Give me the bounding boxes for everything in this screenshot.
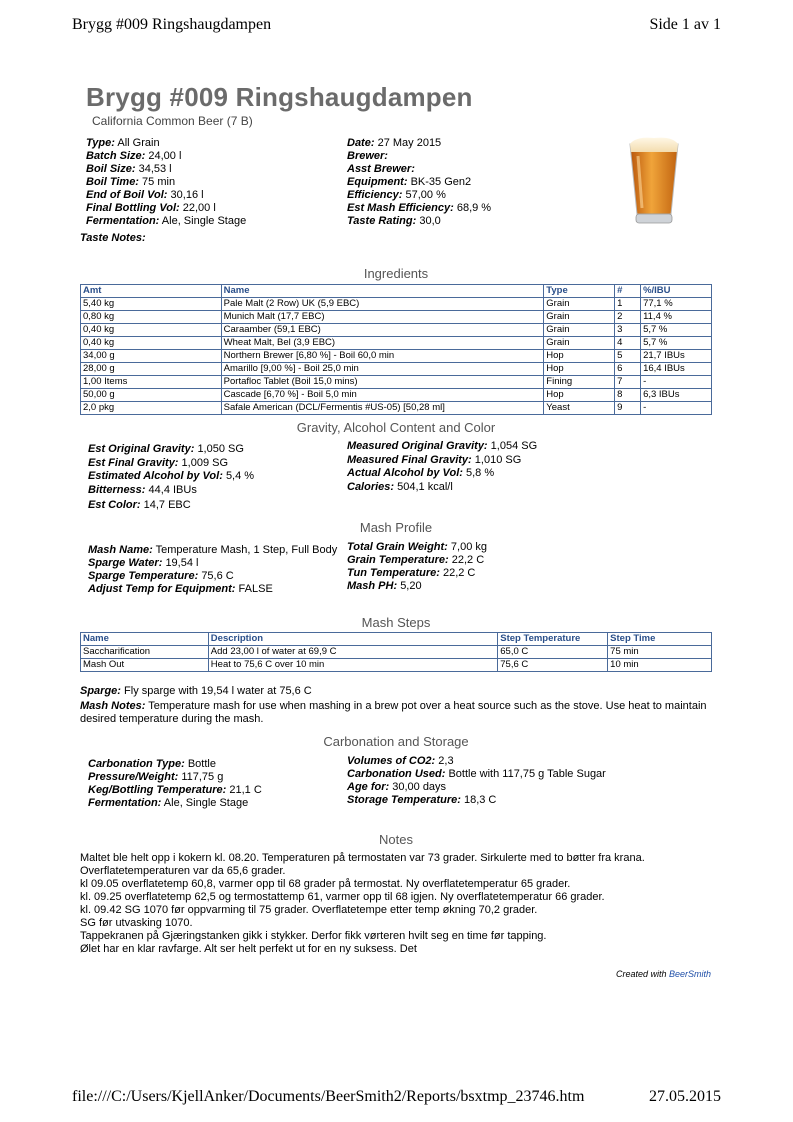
- info-type: Type: All Grain: [86, 137, 160, 149]
- cell: Portafloc Tablet (Boil 15,0 mins): [221, 376, 544, 389]
- info-fermentation: Fermentation: Ale, Single Stage: [86, 215, 247, 227]
- cell: 75,6 C: [498, 659, 608, 672]
- total-grain-weight: Total Grain Weight: 7,00 kg: [347, 541, 487, 553]
- carbonation-fermentation: Fermentation: Ale, Single Stage: [88, 797, 249, 809]
- carbonation-type: Carbonation Type: Bottle: [88, 758, 216, 770]
- mash-notes: Mash Notes: Temperature mash for use when mashing in a brew pot over a heat source such as the stove. Use heat to maintain desired temperature during the mash.: [80, 700, 707, 725]
- cell: 8: [615, 389, 641, 402]
- notes-title: Notes: [379, 832, 413, 847]
- mash-profile-left: [88, 544, 338, 596]
- cell: 5,7 %: [641, 337, 712, 350]
- ingredients-title: Ingredients: [363, 266, 429, 281]
- cell: Saccharification: [81, 646, 209, 659]
- sparge-line: Sparge: Fly sparge with 19,54 l water at 75,6 C: [80, 685, 312, 697]
- gravity-left: [88, 443, 338, 513]
- cell: Hop: [544, 363, 615, 376]
- table-row: [81, 363, 712, 376]
- table-row: [81, 659, 712, 672]
- cell: Add 23,00 l of water at 69,9 C: [208, 646, 497, 659]
- table-row: [81, 646, 712, 659]
- bitterness: Bitterness: 44,4 IBUs: [88, 483, 197, 496]
- cell: 0,80 kg: [81, 311, 222, 324]
- cell: Pale Malt (2 Row) UK (5,9 EBC): [221, 298, 544, 311]
- cell: 28,00 g: [81, 363, 222, 376]
- notes-line: kl. 09.42 SG 1070 før oppvarming til 75 grader. Overflatetempe etter temp økning 70,2 grader.: [80, 904, 538, 916]
- mash-profile-right: [347, 541, 647, 593]
- notes-line: kl 09.05 overflatetemp 60,8, varmer opp til 68 grader på termostat. Ny overflatetemperatur 65 grader.: [80, 878, 571, 890]
- notes-line: Maltet ble helt opp i kokern kl. 08.20. Temperaturen på termostaten var 73 grader. Sirkulerte med to bøtter fra krana.: [80, 852, 645, 864]
- cell: 65,0 C: [498, 646, 608, 659]
- grain-temperature: Grain Temperature: 22,2 C: [347, 554, 485, 566]
- cell: 1,00 Items: [81, 376, 222, 389]
- col-header-step-temperature: Step Temperature: [498, 633, 608, 646]
- mash-profile-title: Mash Profile: [359, 520, 433, 535]
- col-header-pct-ibu: %/IBU: [641, 285, 712, 298]
- recipe-title: Brygg #009 Ringshaugdampen: [86, 82, 473, 112]
- info-equipment: Equipment: BK-35 Gen2: [347, 176, 472, 188]
- info-taste-rating: Taste Rating: 30,0: [347, 215, 441, 227]
- cell: 6: [615, 363, 641, 376]
- print-footer-url: file:///C:/Users/KjellAnker/Documents/BeerSmith2/Reports/bsxtmp_23746.htm: [72, 1088, 585, 1105]
- ingredients-header-row: [81, 285, 712, 298]
- table-row: [81, 389, 712, 402]
- cell: Grain: [544, 311, 615, 324]
- cell: -: [641, 376, 712, 389]
- est-abv: Estimated Alcohol by Vol: 5,4 %: [88, 470, 255, 482]
- cell: -: [641, 402, 712, 415]
- sparge-temperature: Sparge Temperature: 75,6 C: [88, 570, 234, 582]
- cell: 21,7 IBUs: [641, 350, 712, 363]
- cell: 75 min: [608, 646, 712, 659]
- mash-ph: Mash PH: 5,20: [347, 580, 422, 592]
- keg-bottling-temperature: Keg/Bottling Temperature: 21,1 C: [88, 784, 262, 796]
- col-header-type: Type: [544, 285, 615, 298]
- mash-name: Mash Name: Temperature Mash, 1 Step, Full Body: [88, 544, 338, 556]
- info-boil-time: Boil Time: 75 min: [86, 176, 176, 188]
- table-row: [81, 311, 712, 324]
- tun-temperature: Tun Temperature: 22,2 C: [347, 567, 476, 579]
- recipe-style: California Common Beer (7 B): [92, 114, 253, 128]
- cell: 5,40 kg: [81, 298, 222, 311]
- mash-steps-title: Mash Steps: [361, 615, 431, 630]
- cell: 50,00 g: [81, 389, 222, 402]
- cell: Amarillo [9,00 %] - Boil 25,0 min: [221, 363, 544, 376]
- col-header-description: Description: [208, 633, 497, 646]
- info-boil-size: Boil Size: 34,53 l: [86, 163, 172, 175]
- cell: 1: [615, 298, 641, 311]
- notes-line: kl. 09.25 overflatetemp 62,5 og termostattemp 61, varmer opp til 68 igjen. Ny overflatetemperatur 66 grader.: [80, 891, 605, 903]
- table-row: [81, 324, 712, 337]
- table-row: [81, 402, 712, 415]
- cell: 2,0 pkg: [81, 402, 222, 415]
- cell: Cascade [6,70 %] - Boil 5,0 min: [221, 389, 544, 402]
- adjust-temp-equipment: Adjust Temp for Equipment: FALSE: [88, 583, 273, 595]
- calories: Calories: 504,1 kcal/l: [347, 480, 453, 493]
- gravity-right: [347, 440, 677, 494]
- cell: Safale American (DCL/Fermentis #US-05) [50,28 ml]: [221, 402, 544, 415]
- cell: 3: [615, 324, 641, 337]
- cell: 10 min: [608, 659, 712, 672]
- cell: 2: [615, 311, 641, 324]
- mash-steps-header-row: [81, 633, 712, 646]
- pressure-weight: Pressure/Weight: 117,75 g: [88, 771, 224, 783]
- col-header-step-time: Step Time: [608, 633, 712, 646]
- created-with: Created with BeerSmith: [616, 969, 712, 979]
- est-fg: Est Final Gravity: 1,009 SG: [88, 456, 229, 469]
- print-header-page: Side 1 av 1: [649, 16, 721, 33]
- volumes-co2: Volumes of CO2: 2,3: [347, 755, 454, 767]
- info-right: [347, 137, 597, 228]
- info-final-bottling-vol: Final Bottling Vol: 22,00 l: [86, 202, 216, 214]
- cell: 0,40 kg: [81, 324, 222, 337]
- info-left: [86, 137, 336, 228]
- carbonation-right: [347, 755, 606, 807]
- info-batch-size: Batch Size: 24,00 l: [86, 150, 182, 162]
- carbonation-used: Carbonation Used: Bottle with 117,75 g Table Sugar: [347, 768, 606, 780]
- col-header-name: Name: [221, 285, 544, 298]
- cell: 7: [615, 376, 641, 389]
- table-row: [81, 337, 712, 350]
- cell: Caraamber (59,1 EBC): [221, 324, 544, 337]
- info-asst-brewer: Asst Brewer:: [347, 163, 415, 175]
- info-efficiency: Efficiency: 57,00 %: [347, 189, 446, 201]
- table-row: [81, 298, 712, 311]
- cell: 5,7 %: [641, 324, 712, 337]
- cell: 5: [615, 350, 641, 363]
- info-end-of-boil-vol: End of Boil Vol: 30,16 l: [86, 189, 204, 201]
- measured-fg: Measured Final Gravity: 1,010 SG: [347, 453, 522, 466]
- measured-og: Measured Original Gravity: 1,054 SG: [347, 440, 538, 452]
- info-date: Date: 27 May 2015: [347, 137, 442, 149]
- taste-notes: Taste Notes:: [80, 232, 146, 244]
- cell: Fining: [544, 376, 615, 389]
- cell: 77,1 %: [641, 298, 712, 311]
- cell: Northern Brewer [6,80 %] - Boil 60,0 min: [221, 350, 544, 363]
- print-footer-date: 27.05.2015: [649, 1088, 721, 1105]
- cell: 11,4 %: [641, 311, 712, 324]
- cell: Grain: [544, 337, 615, 350]
- notes-line: Ølet har en klar ravfarge. Alt ser helt perfekt ut for en ny suksess. Det: [80, 943, 417, 955]
- sparge-water: Sparge Water: 19,54 l: [88, 557, 199, 569]
- cell: Hop: [544, 389, 615, 402]
- actual-abv: Actual Alcohol by Vol: 5,8 %: [347, 467, 495, 479]
- notes-body: [80, 852, 712, 956]
- cell: 6,3 IBUs: [641, 389, 712, 402]
- col-header-step-name: Name: [81, 633, 209, 646]
- beer-glass-icon: [626, 134, 682, 228]
- carbonation-left: [88, 758, 338, 810]
- notes-line: Overflatetemperaturen var da 65,6 grader.: [80, 865, 286, 877]
- cell: 4: [615, 337, 641, 350]
- age-for: Age for: 30,00 days: [347, 781, 447, 793]
- notes-line: Tappekranen på Gjæringstanken gikk i stykker. Derfor fikk vørteren hvilt seg en time før tapping.: [80, 930, 547, 942]
- cell: Heat to 75,6 C over 10 min: [208, 659, 497, 672]
- est-color: Est Color: 14,7 EBC: [88, 499, 191, 511]
- table-row: [81, 376, 712, 389]
- cell: Grain: [544, 298, 615, 311]
- cell: 0,40 kg: [81, 337, 222, 350]
- cell: Munich Malt (17,7 EBC): [221, 311, 544, 324]
- mash-steps-table: [80, 632, 712, 672]
- cell: Hop: [544, 350, 615, 363]
- cell: Wheat Malt, Bel (3,9 EBC): [221, 337, 544, 350]
- table-row: [81, 350, 712, 363]
- carbonation-title: Carbonation and Storage: [323, 734, 469, 749]
- storage-temperature: Storage Temperature: 18,3 C: [347, 794, 497, 806]
- beersmith-link[interactable]: BeerSmith: [669, 969, 712, 979]
- cell: 34,00 g: [81, 350, 222, 363]
- col-header-amt: Amt: [81, 285, 222, 298]
- cell: 16,4 IBUs: [641, 363, 712, 376]
- print-header-title: Brygg #009 Ringshaugdampen: [72, 16, 272, 33]
- ingredients-table: [80, 284, 712, 415]
- info-brewer: Brewer:: [347, 150, 388, 162]
- cell: 9: [615, 402, 641, 415]
- col-header-number: #: [615, 285, 641, 298]
- cell: Yeast: [544, 402, 615, 415]
- est-og: Est Original Gravity: 1,050 SG: [88, 443, 244, 455]
- cell: Mash Out: [81, 659, 209, 672]
- notes-line: SG før utvasking 1070.: [80, 917, 193, 929]
- cell: Grain: [544, 324, 615, 337]
- info-est-mash-efficiency: Est Mash Efficiency: 68,9 %: [347, 202, 492, 214]
- gravity-title: Gravity, Alcohol Content and Color: [296, 420, 496, 435]
